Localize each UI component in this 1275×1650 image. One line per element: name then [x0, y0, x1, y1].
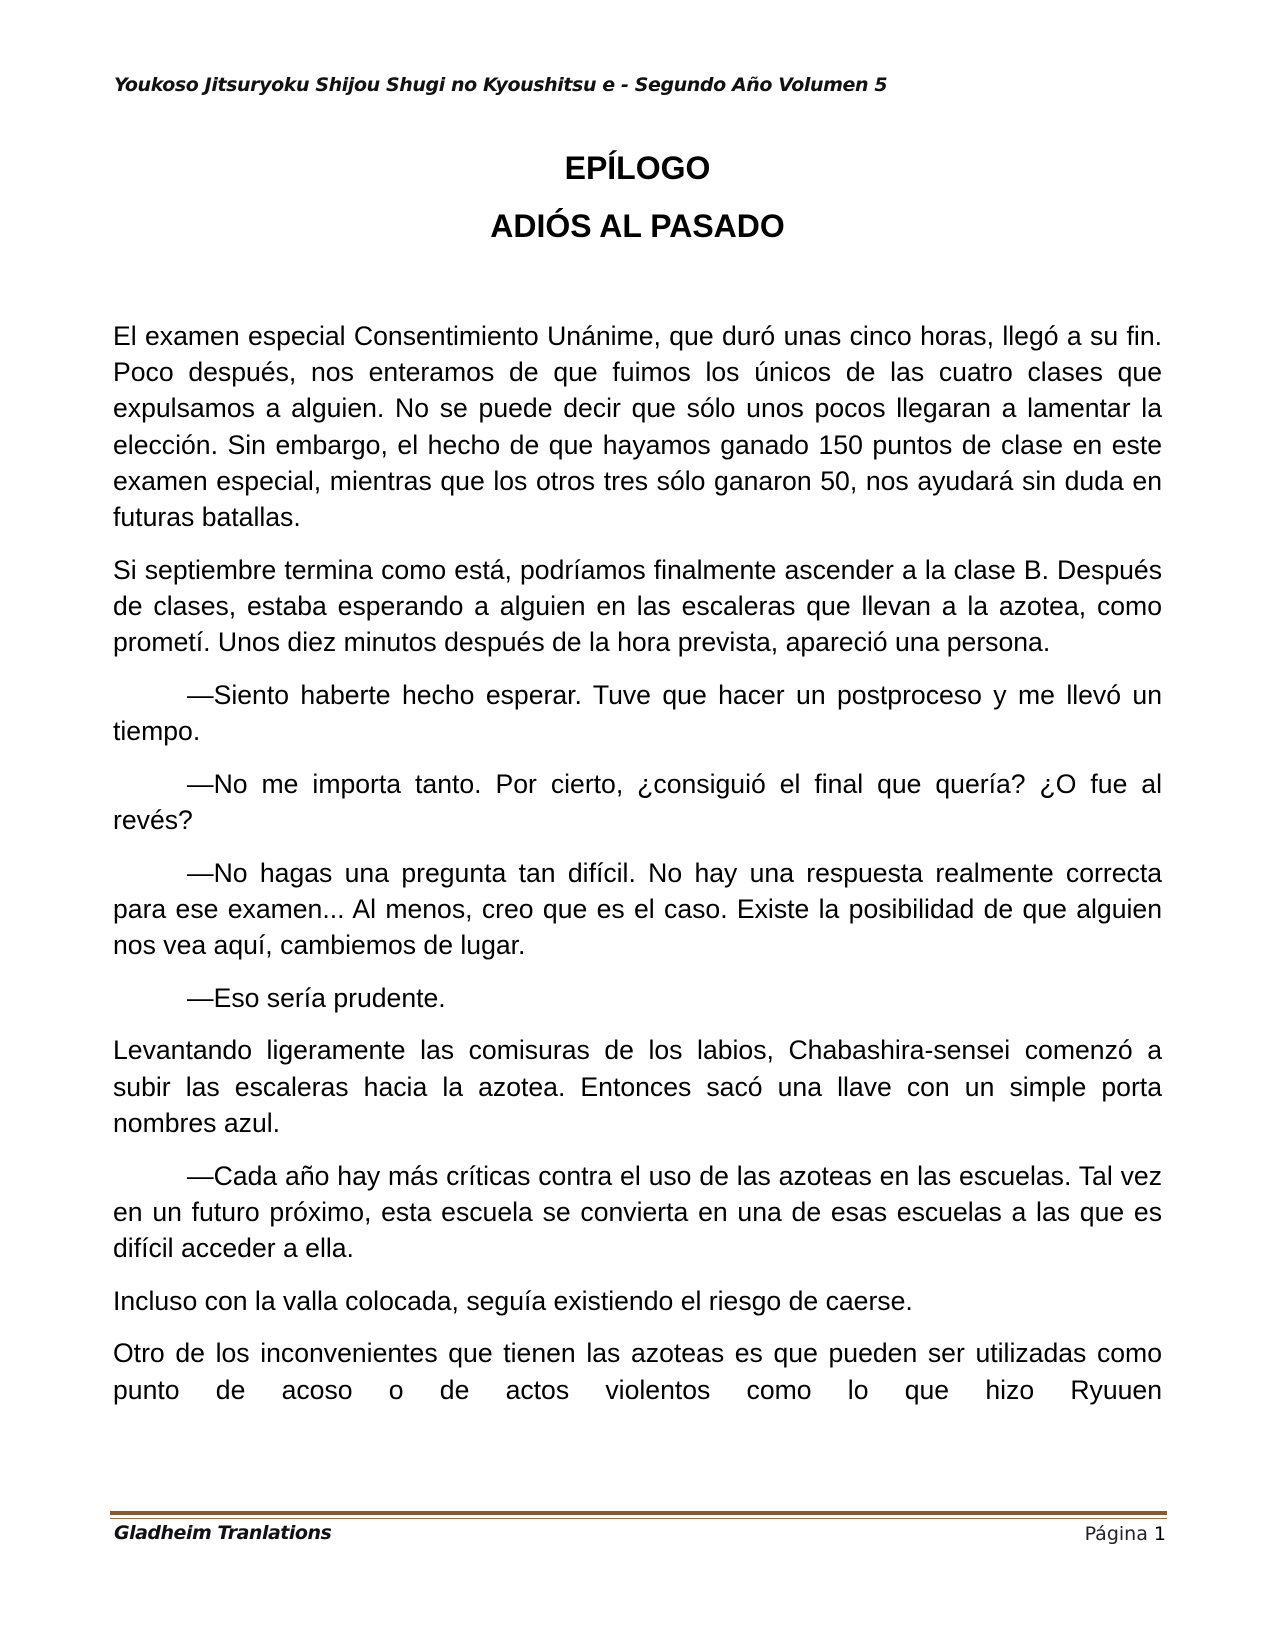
page-number — [1085, 1523, 1166, 1545]
dialogue-paragraph: —Cada año hay más críticas contra el uso de las azoteas en las escuelas. Tal vez en un futuro próximo, esta escuela se convierta en una de esas escuelas a las que es difícil acceder a ella. — [113, 1160, 1162, 1263]
running-header: Youkoso Jitsuryoku Shijou Shugi no Kyoushitsu e - Segundo Año Volumen 5 — [114, 74, 888, 96]
footer-divider-thin — [110, 1518, 1167, 1519]
paragraph: Si septiembre termina como está, podríamos finalmente ascender a la clase B. Después de clases, estaba esperando a alguien en las escaleras que llevan a la azotea, como prometí. Unos diez minutos después de la hora prevista, apareció una persona. — [113, 554, 1162, 658]
paragraph: Incluso con la valla colocada, seguía existiendo el riesgo de caerse. — [113, 1285, 913, 1316]
dialogue-paragraph: —No me importa tanto. Por cierto, ¿consiguió el final que quería? ¿O fue al revés? — [113, 768, 1162, 835]
footer-divider — [110, 1511, 1167, 1515]
footer-credit: Gladheim Tranlations — [114, 1522, 332, 1544]
dialogue-paragraph: —Eso sería prudente. — [187, 982, 446, 1013]
body-text — [113, 318, 1162, 1424]
chapter-subtitle: ADIÓS AL PASADO — [490, 208, 785, 244]
page-label: Página — [1084, 1523, 1148, 1545]
page-number-value: 1 — [1153, 1523, 1166, 1545]
dialogue-paragraph: —No hagas una pregunta tan difícil. No hay una respuesta realmente correcta para ese examen... Al menos, creo que es el caso. Existe la posibilidad de que alguien nos vea aquí, cambiemos de lugar. — [113, 857, 1162, 961]
paragraph: Levantando ligeramente las comisuras de los labios, Chabashira-sensei comenzó a subir las escaleras hacia la azotea. Entonces sacó una llave con un simple porta nombres azul. — [113, 1035, 1162, 1138]
paragraph: El examen especial Consentimiento Unánime, que duró unas cinco horas, llegó a su fin. Poco después, nos enteramos de que fuimos los únicos de las cuatro clases que expulsamos a alguien. No se puede decir que sólo unos pocos llegaran a lamentar la elección. Sin embargo, el hecho de que hayamos ganado 150 puntos de clase en este examen especial, mientras que los otros tres sólo ganaron 50, nos ayudará sin duda en futuras batallas. — [113, 321, 1162, 533]
paragraph: Otro de los inconvenientes que tienen las azoteas es que pueden ser utilizadas como punto de acoso o de actos violentos como lo que hizo Ryuuen — [113, 1338, 1162, 1405]
dialogue-paragraph: —Siento haberte hecho esperar. Tuve que hacer un postproceso y me llevó un tiempo. — [113, 679, 1162, 747]
chapter-title: EPÍLOGO — [564, 150, 711, 186]
